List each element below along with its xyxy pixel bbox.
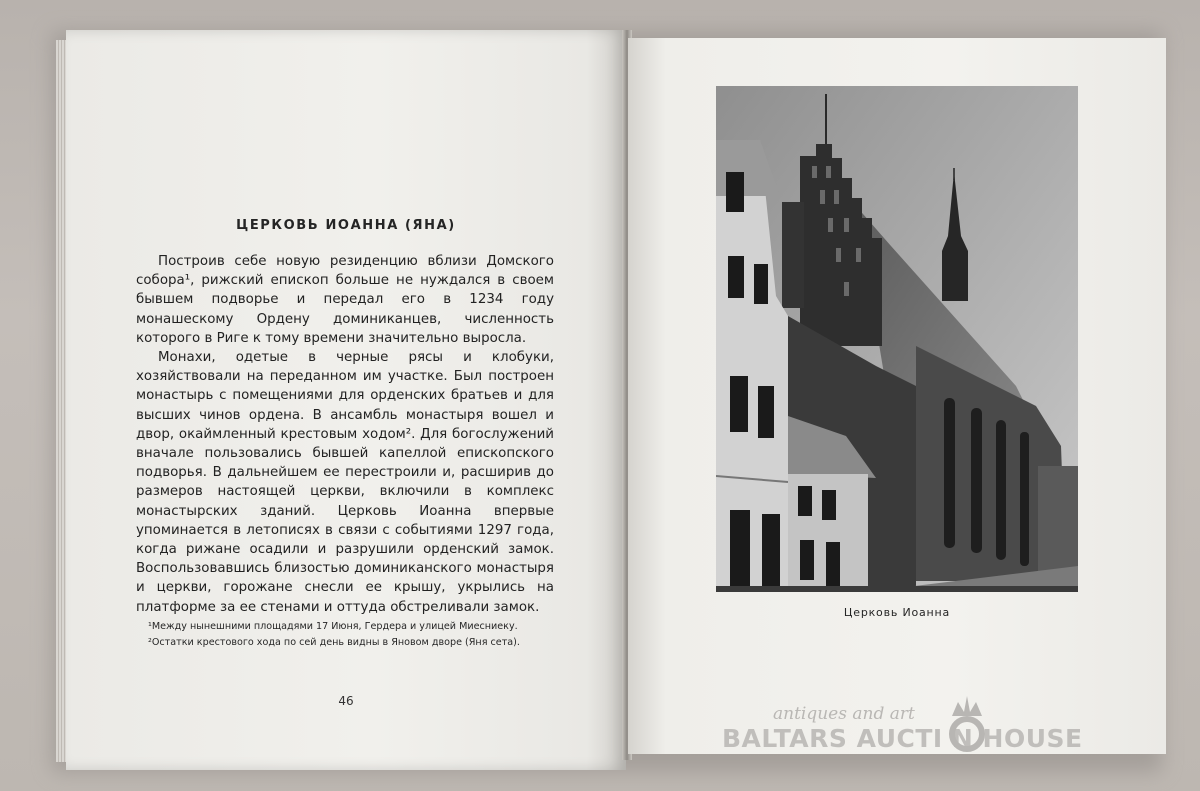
footnotes bbox=[136, 620, 554, 652]
paragraph: Монахи, одетые в черные рясы и клобуки, хозяйствовали на переданном им участке. Был построен монастырь с помещениями для орденских братьев и для высших чинов ордена. В ансамбль монастыря вошел и двор, окаймленный крестовым ходом². Для богослужений вначале пользовались бывшей капеллой епископского подворья. В дальнейшем ее перестроили и, расширив до размеров настоящей церкви, включили в комплекс монастырских зданий. Церковь Иоанна впервые упоминается в летописях в связи с событиями 1297 года, когда рижане осадили и разрушили орденский замок. Воспользовавшись близостью доминиканского монастыря и церкви, горожане снесли ее крышу, укрылись на платформе за ее стенами и оттуда обстреливали замок. bbox=[136, 350, 554, 615]
watermark-brand: BALTARS AUCTI N HOUSE bbox=[722, 724, 1083, 753]
paragraph: Построив себе новую резиденцию вблизи Домского собора¹, рижский епископ больше не нуждался в своем бывшем подворье и передал его в 1234 году монашескому Ордену доминиканцев, численность которого в Риге к тому времени значительно выросла. bbox=[136, 254, 554, 346]
chapter-heading: ЦЕРКОВЬ ИОАННА (ЯНА) bbox=[236, 218, 456, 233]
watermark-tagline: antiques and art bbox=[773, 704, 915, 724]
right-page bbox=[628, 38, 1166, 754]
crown-logo-icon bbox=[948, 694, 986, 752]
body-text bbox=[136, 252, 554, 617]
church-photo bbox=[716, 86, 1078, 592]
footnote: ¹Между нынешними площадями 17 Июня, Гердера и улицей Миесниеку. bbox=[148, 621, 518, 632]
left-page bbox=[66, 30, 626, 770]
page-number: 46 bbox=[338, 694, 354, 708]
photo-caption: Церковь Иоанна bbox=[843, 606, 951, 619]
footnote: ²Остатки крестового хода по сей день видны в Яновом дворе (Яня сета). bbox=[148, 636, 520, 648]
